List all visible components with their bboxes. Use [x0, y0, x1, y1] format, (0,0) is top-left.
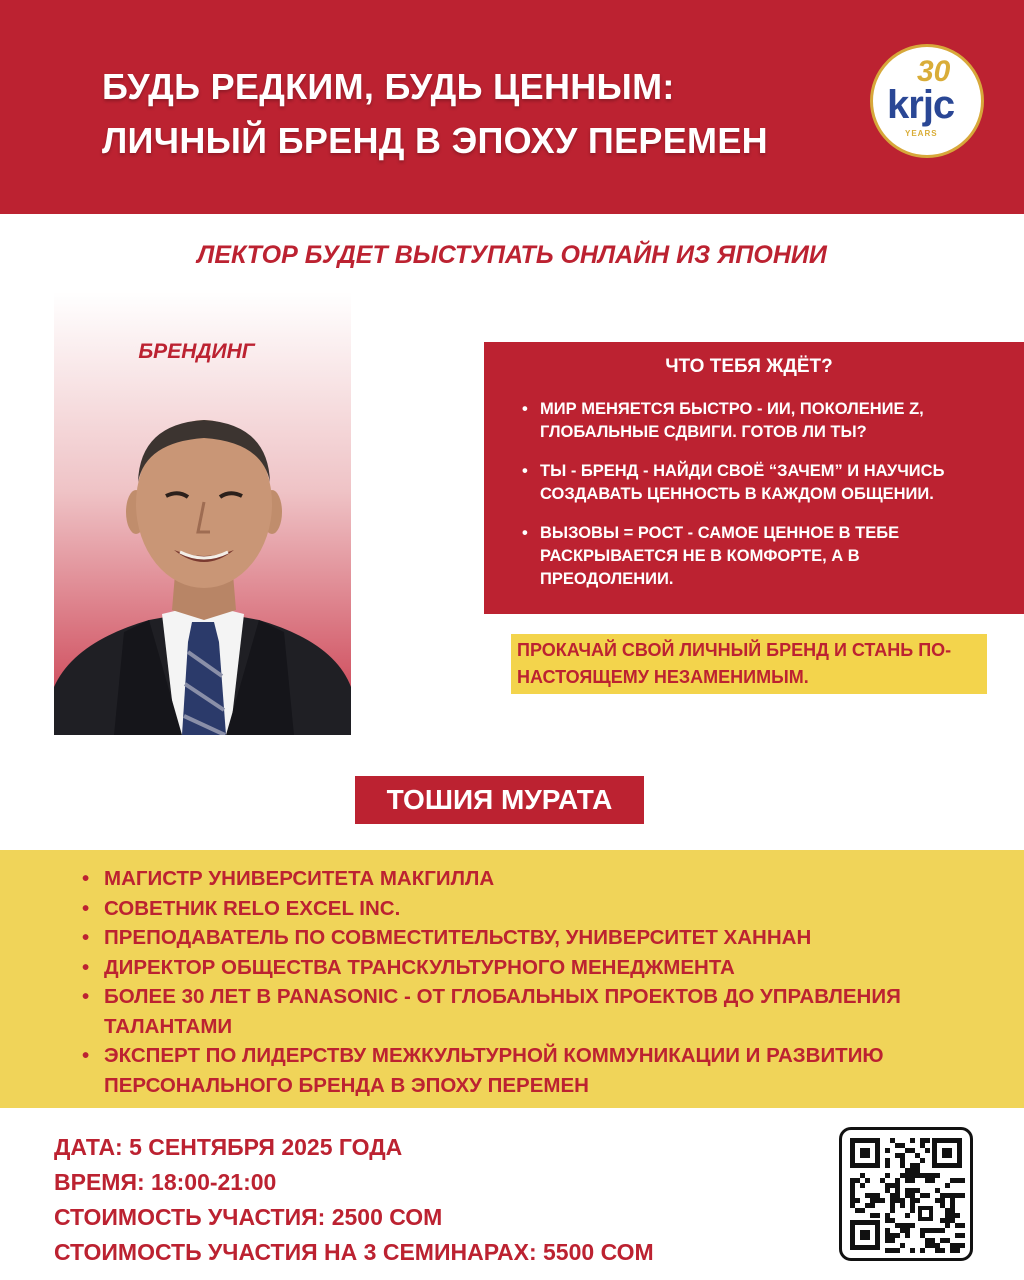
- header-banner: [0, 0, 1024, 214]
- bio-item: • ЭКСПЕРТ ПО ЛИДЕРСТВУ МЕЖКУЛЬТУРНОЙ КОММУНИКАЦИИ И РАЗВИТИЮ ПЕРСОНАЛЬНОГО БРЕНДА В ЭПОХУ ПЕРЕМЕН: [80, 1041, 960, 1100]
- page-title: [102, 60, 842, 168]
- expectations-title: ЧТО ТЕБЯ ЖДЁТ?: [665, 356, 833, 377]
- bio-item: • ДИРЕКТОР ОБЩЕСТВА ТРАНСКУЛЬТУРНОГО МЕНЕДЖМЕНТА: [80, 953, 960, 983]
- speaker-name: ТОШИЯ МУРАТА: [355, 776, 644, 824]
- event-details: [54, 1130, 814, 1270]
- event-price: СТОИМОСТЬ УЧАСТИЯ: 2500 СОМ: [54, 1204, 443, 1230]
- speaker-bio-list: [80, 864, 960, 1100]
- call-to-action: ПРОКАЧАЙ СВОЙ ЛИЧНЫЙ БРЕНД И СТАНЬ ПО-НАСТОЯЩЕМУ НЕЗАМЕНИМЫМ.: [511, 634, 987, 694]
- qr-code-pattern: [842, 1130, 970, 1258]
- expectations-item: • МИР МЕНЯЕТСЯ БЫСТРО - ИИ, ПОКОЛЕНИЕ Z, ГЛОБАЛЬНЫЕ СДВИГИ. ГОТОВ ЛИ ТЫ?: [522, 398, 982, 444]
- krjc-logo: [870, 44, 984, 158]
- title-line-2: ЛИЧНЫЙ БРЕНД В ЭПОХУ ПЕРЕМЕН: [102, 120, 768, 161]
- expectations-item: • ТЫ - БРЕНД - НАЙДИ СВОЁ “ЗАЧЕМ” И НАУЧИСЬ СОЗДАВАТЬ ЦЕННОСТЬ В КАЖДОМ ОБЩЕНИИ.: [522, 460, 982, 506]
- event-time: ВРЕМЯ: 18:00-21:00: [54, 1169, 277, 1195]
- lecture-format-note: ЛЕКТОР БУДЕТ ВЫСТУПАТЬ ОНЛАЙН ИЗ ЯПОНИИ: [197, 241, 827, 269]
- expectations-item: • ВЫЗОВЫ = РОСТ - САМОЕ ЦЕННОЕ В ТЕБЕ РАСКРЫВАЕТСЯ НЕ В КОМФОРТЕ, А В ПРЕОДОЛЕНИИ.: [522, 522, 982, 591]
- logo-anniversary-number: 30: [917, 55, 951, 88]
- title-line-1: БУДЬ РЕДКИМ, БУДЬ ЦЕННЫМ:: [102, 66, 675, 107]
- bio-item: • БОЛЕЕ 30 ЛЕТ В PANASONIC - ОТ ГЛОБАЛЬНЫХ ПРОЕКТОВ ДО УПРАВЛЕНИЯ ТАЛАНТАМИ: [80, 982, 960, 1041]
- logo-years-text: YEARS: [905, 129, 938, 138]
- photo-label: БРЕНДИНГ: [138, 340, 255, 363]
- qr-code-icon[interactable]: [839, 1127, 973, 1261]
- expectations-list: [522, 398, 982, 607]
- speaker-bio-section: [0, 850, 1024, 1108]
- expectations-card: [484, 342, 1024, 614]
- speaker-photo-panel: [54, 292, 351, 735]
- bio-item: • СОВЕТНИК RELO EXCEL INC.: [80, 894, 960, 924]
- event-price-bundle: СТОИМОСТЬ УЧАСТИЯ НА 3 СЕМИНАРАХ: 5500 СОМ: [54, 1239, 654, 1265]
- logo-brand-text: krjc: [887, 83, 955, 127]
- event-date: ДАТА: 5 СЕНТЯБРЯ 2025 ГОДА: [54, 1134, 403, 1160]
- bio-item: • МАГИСТР УНИВЕРСИТЕТА МАКГИЛЛА: [80, 864, 960, 894]
- bio-item: • ПРЕПОДАВАТЕЛЬ ПО СОВМЕСТИТЕЛЬСТВУ, УНИВЕРСИТЕТ ХАННАН: [80, 923, 960, 953]
